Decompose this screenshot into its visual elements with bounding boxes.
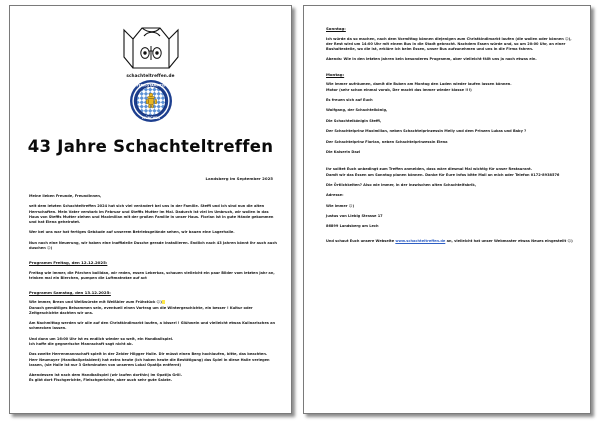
program-saturday-line-1-text: Wie immer, Brezn und Weißwürste mit Weißbier zum Frühstück ☺): [29, 300, 162, 305]
location-line: Die Örtlichkeiten? Also wie immer, in der inzwischen alten Schachtelfabrik,: [326, 182, 477, 187]
website-suffix: an, vielleicht hat unser Webmaster etwas Neues eingestellt ☺): [445, 238, 573, 243]
program-saturday-line-2: Danach gemütliges Beisammen sein, eventuell einen Vortrag um die Wintergeschichte, ein besser ! Kultur oder Zeitgeschichte dachten wir uns.: [29, 305, 253, 315]
spacer: [326, 160, 576, 167]
program-friday-line-2: trinken mal ein Bierchen, pumpen die Luftmatratze auf act: [29, 275, 147, 280]
address-line-1: Justus von Liebig Strasse 17: [326, 214, 383, 219]
schachtel-box-logo-icon: [120, 24, 182, 76]
list-item: Die Schachtelkönigin Steffi,: [326, 118, 382, 123]
salutation: Meine lieben Freunde, Freundinnen,: [29, 194, 102, 198]
program-saturday-line-4: Und dann um 16:00 Uhr ist es endlich wieder so weit, ein Handballspiel.: [29, 336, 174, 341]
address-line-0: Wie immer ☺): [326, 203, 355, 208]
monday-heading: Montag:: [326, 71, 345, 77]
program-saturday-line-5: Ich hoffe die gegnerische Mannschaft sagt nicht ab.: [29, 341, 133, 346]
sunday-heading: Sonntag:: [326, 26, 346, 31]
address-line-2: 86899 Landsberg am Lech: [326, 224, 379, 229]
rsvp-line-1: Ihr solltet Euch unbedingt zum Treffen anmelden, dass wäre diesmal Mal wichtig für unser Restaurant.: [326, 167, 533, 172]
letter-body: [29, 194, 277, 389]
program-saturday-heading: Programm Samstag, den 13.12.2025:: [29, 290, 111, 296]
program-friday-heading: Programm Freitag, den 12.12.2025:: [29, 260, 108, 266]
address-block: [326, 214, 576, 230]
logo-block: [10, 24, 291, 123]
website-line: [326, 239, 576, 244]
program-saturday-line-6: Das zweite Herrenmannschaft spielt in der Zeider Hilgger Halle. Dir müsst einen Berg hochlaufen, bitte, das beachten. Herr Neumayer (Handballpräsident) hat extra heute (ich haben heute die Bestätigung) das Spiel in diese Halle verlegen lassen, (sie Halle ist nur 3 Gehminuten von unserem Lokal Opatija entfernt): [29, 352, 270, 367]
intro-paragraph: seit dem letzten Schachteltreffen 2024 hat sich viel verändert bei uns in der Familie. Steffi und ich sind nun die alten Herrschaften. Mein Vater verstarb im Februar und Steffis Mutter im Mai. Dadurch ist viel im Umbruch, wir wollen in das Haus von Steffis Mutter ziehen und Maximilian mit der großen Familie in unser Haus. Florian ist in gute Hände gekommen und hat Elena geheiratet.: [29, 204, 274, 224]
address-heading: Adresse:: [326, 193, 344, 198]
list-item: Der Schachtelprinz Maximilian, neben Schachtelprinzessin Melly und dem Prinzen Lukas und Baby ?: [326, 129, 527, 134]
names-list: [326, 108, 576, 155]
looking-forward-line: Es freuen sich auf Euch: [326, 97, 373, 102]
program-saturday-line-7: Abendessen ist nach dem Handballspiel (wir laufen dorthin) im Opatija Grill.: [29, 373, 182, 378]
website-link[interactable]: www.schachteltreffen.de: [395, 238, 446, 243]
page-right-content: [326, 26, 576, 249]
page-title: 43 Jahre Schachteltreffen: [27, 137, 274, 156]
svg-text:BAYERN-STAMMTISCH: BAYERN-STAMMTISCH: [131, 83, 170, 88]
bayern-stammtisch-seal-icon: [129, 79, 173, 123]
dateline: Landsberg im September 2025: [205, 176, 273, 181]
program-saturday-line-3: Am Nachmittag werden wir alle auf den Christkindlmarkt laufen, a bisserl ! Glühwein und vielleicht etwas Kulinarisches an schmecken lassen.: [29, 321, 276, 331]
list-item: Die Kaiserin Dazi: [326, 149, 361, 154]
intro-paragraph-2: Wer bei uns war hat fertiges Gebäude auf unserem Betriebsgelände sehen, wir bauen eine Lagerhalle.: [29, 230, 235, 235]
program-saturday-line-8: Es gibt dort Fischgerichte, Fleischgerichte, aber auch sehr gute Salate.: [29, 378, 172, 383]
program-friday-line-1: Freitag wie immer, die Pärchen bollidan, wir reden, essen Leberkas, schauen vielleicht ein paar Bilder vom letzten Jahr an,: [29, 270, 275, 275]
sunday-line-1: Ich würde da so machen, nach dem Vormittag können diejenigen zum Christkindlmarkt laufen (die wollen oder können ☺), der Rest wird um 14:00 Uhr mit einem Bus in die Stadt gebracht. Nachdem Essen würde und, so um 20:00 Uhr, an einer Bushaltestelle, wo die ist, erkläre ich beim Essen, unser Bus aufzunehmen und uns in die Firma fahren.: [326, 36, 572, 51]
intro-paragraph-3: Nun noch eine Neuerung, wir haben eine inoffizielle Dusche gerade installieren. Endlich nach 43 Jahren könnt Ihr auch auch duschen ☺): [29, 240, 277, 250]
page-right: [303, 5, 591, 414]
page-left: [9, 5, 292, 414]
website-prefix: Und schaut Euch unsere Webseite: [326, 238, 396, 243]
list-item: Der Schachtelprinz Florian, neben Schachtelprinzessin Elena: [326, 139, 448, 144]
list-item: Wolfgang, der Schachtelkönig,: [326, 108, 388, 113]
monday-line-1: Wie immer aufräumen, damit die Buben am Montag den Laden wieder laufen lassen können.: [326, 82, 512, 87]
sunday-line-2: Abends: Wie in den letzten Jahren kein besonderes Programm, aber vielleicht fällt uns ja noch etwas ein.: [326, 57, 537, 62]
logo-caption: schachteltreffen.de: [126, 73, 175, 78]
page-left-content: [10, 6, 291, 413]
rsvp-line-2: Damit wir das Essen am Sonntag planen können. Danke für Eure Infos bitte Mail an mich oder Telefon 0172-8938576: [326, 172, 560, 177]
svg-text:MÜNCHEN: MÜNCHEN: [141, 116, 160, 120]
monday-line-2: Motor (sehr schon einmal vorab, Der macht das immer wieder klasse !!!): [326, 87, 472, 92]
highlight-marker: [162, 300, 165, 304]
